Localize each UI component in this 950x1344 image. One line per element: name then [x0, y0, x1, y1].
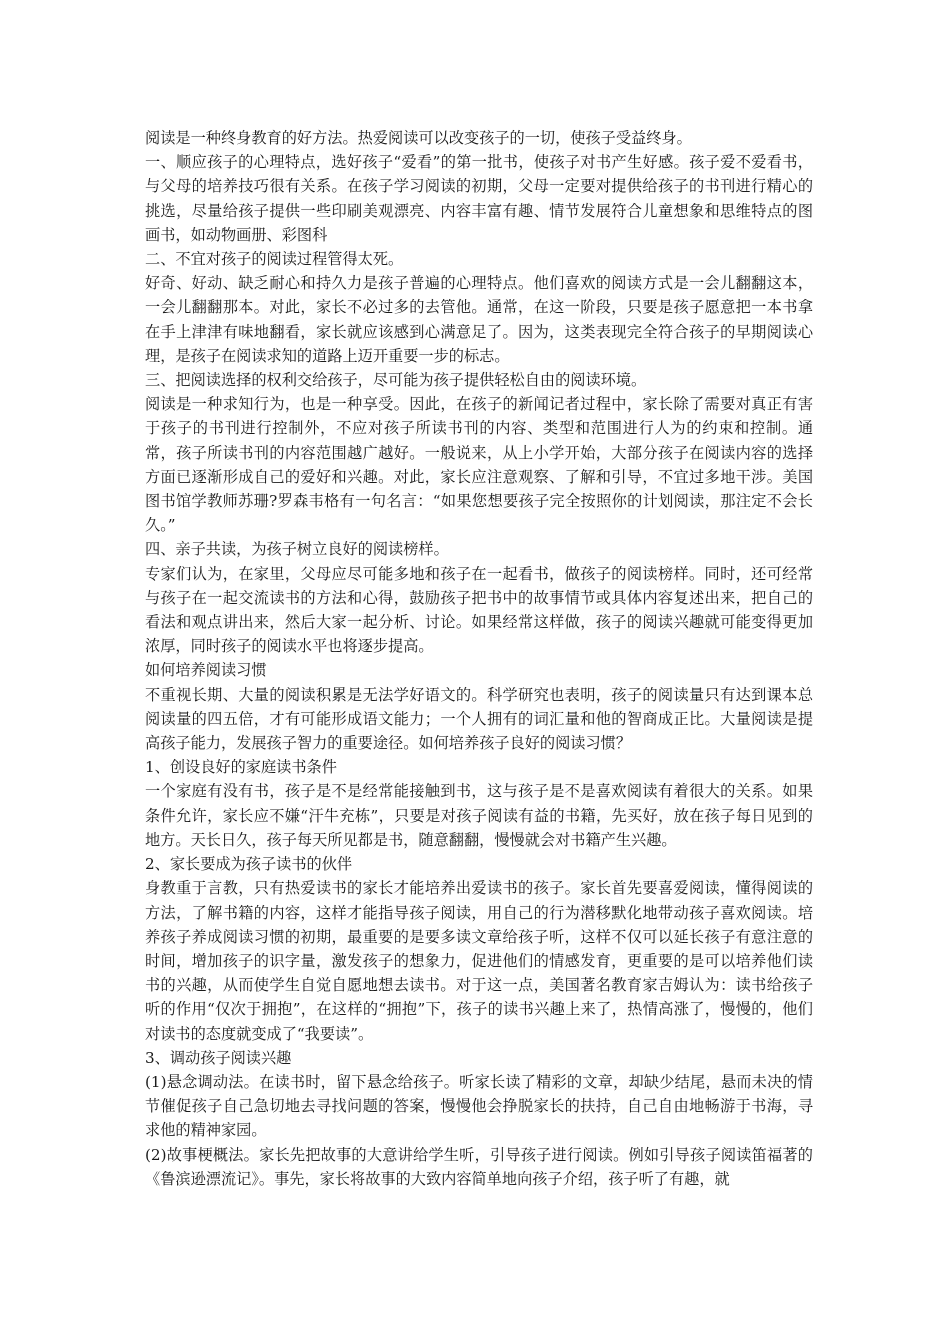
subheading-3: 3、调动孩子阅读兴趣 — [145, 1048, 292, 1067]
paragraph-habits-intro: 不重视长期、大量的阅读积累是无法学好语文的。科学研究也表明，孩子的阅读量只有达到课本总阅读量的四五倍，才有可能形成语文能力；一个人拥有的词汇量和他的智商成正比。大量阅读是提高孩子能力，发展孩子智力的重要途径。如何培养孩子良好的阅读习惯？ — [145, 685, 813, 753]
heading-reading-habits: 如何培养阅读习惯 — [145, 661, 267, 680]
section-heading-3: 三、把阅读选择的权利交给孩子，尽可能为孩子提供轻松自由的阅读环境。 — [145, 371, 647, 390]
subheading-2: 2、家长要成为孩子读书的伙伴 — [145, 855, 353, 874]
document-body — [145, 126, 813, 1191]
section-heading-1: 一、顺应孩子的心理特点，选好孩子“爱看”的第一批书，使孩子对书产生好感。孩子爱不爱看书，与父母的培养技巧很有关系。在孩子学习阅读的初期，父母一定要对提供给孩子的书刊进行精心的挑选，尽量给孩子提供一些印刷美观漂亮、内容丰富有趣、情节发展符合儿童想象和思维特点的图画书，如动物画册、彩图科 — [145, 153, 813, 244]
section-heading-2: 二、不宜对孩子的阅读过程管得太死。 — [145, 250, 404, 269]
paragraph-2: 好奇、好动、缺乏耐心和持久力是孩子普遍的心理特点。他们喜欢的阅读方式是一会儿翻翻这本，一会儿翻翻那本。对此，家长不必过多的去管他。通常，在这一阶段，只要是孩子愿意把一本书拿在手上津津有味地翻看，家长就应该感到心满意足了。因为，这类表现完全符合孩子的早期阅读心理，是孩子在阅读求知的道路上迈开重要一步的标志。 — [145, 274, 813, 365]
subheading-1: 1、创设良好的家庭读书条件 — [145, 758, 337, 777]
section-heading-4: 四、亲子共读，为孩子树立良好的阅读榜样。 — [145, 540, 449, 559]
paragraph-3: 阅读是一种求知行为，也是一种享受。因此，在孩子的新闻记者过程中，家长除了需要对真正有害于孩子的书刊进行控制外，不应对孩子所读书刊的内容、类型和范围进行人为的约束和控制。通常，孩子所读书刊的内容范围越广越好。一般说来，从上小学开始，大部分孩子在阅读内容的选择方面已逐渐形成自己的爱好和兴趣。对此，家长应注意观察、了解和引导，不宜过多地干涉。美国图书馆学教师苏珊?罗森韦格有一句名言：“如果您想要孩子完全按照你的计划阅读，那注定不会长久。” — [145, 395, 813, 535]
paragraph-method-2: (2)故事梗概法。家长先把故事的大意讲给学生听，引导孩子进行阅读。例如引导孩子阅读笛福著的《鲁滨逊漂流记》。事先，家长将故事的大致内容简单地向孩子介绍，孩子听了有趣，就 — [145, 1145, 813, 1188]
paragraph-sub-1: 一个家庭有没有书，孩子是不是经常能接触到书，这与孩子是不是喜欢阅读有着很大的关系。如果条件允许，家长应不嫌“汗牛充栋”，只要是对孩子阅读有益的书籍，先买好，放在孩子每日见到的地方。天长日久，孩子每天所见都是书，随意翻翻，慢慢就会对书籍产生兴趣。 — [145, 782, 813, 849]
paragraph-intro: 阅读是一种终身教育的好方法。热爱阅读可以改变孩子的一切，使孩子受益终身。 — [145, 129, 692, 147]
paragraph-method-1: (1)悬念调动法。在读书时，留下悬念给孩子。听家长读了精彩的文章，却缺少结尾，悬而未决的情节催促孩子自己急切地去寻找问题的答案，慢慢他会挣脱家长的扶持，自己自由地畅游于书海，寻求他的精神家园。 — [145, 1072, 813, 1140]
paragraph-sub-2: 身教重于言教，只有热爱读书的家长才能培养出爱读书的孩子。家长首先要喜爱阅读，懂得阅读的方法，了解书籍的内容，这样才能指导孩子阅读，用自己的行为潜移默化地带动孩子喜欢阅读。培养孩子养成阅读习惯的初期，最重要的是要多读文章给孩子听，这样不仅可以延长孩子有意注意的时间，增加孩子的识字量，激发孩子的想象力，促进他们的情感发育，更重要的是可以培养他们读书的兴趣，从而使学生自觉自愿地想去读书。对于这一点，美国著名教育家吉姆认为：读书给孩子听的作用“仅次于拥抱”，在这样的“拥抱”下，孩子的读书兴趣上来了，热情高涨了，慢慢的，他们对读书的态度就变成了“我要读”。 — [145, 879, 813, 1043]
paragraph-4: 专家们认为，在家里，父母应尽可能多地和孩子在一起看书，做孩子的阅读榜样。同时，还可经常与孩子在一起交流读书的方法和心得，鼓励孩子把书中的故事情节或具体内容复述出来，把自己的看法和观点讲出来，然后大家一起分析、讨论。如果经常这样做，孩子的阅读兴趣就可能变得更加浓厚，同时孩子的阅读水平也将逐步提高。 — [145, 564, 813, 656]
